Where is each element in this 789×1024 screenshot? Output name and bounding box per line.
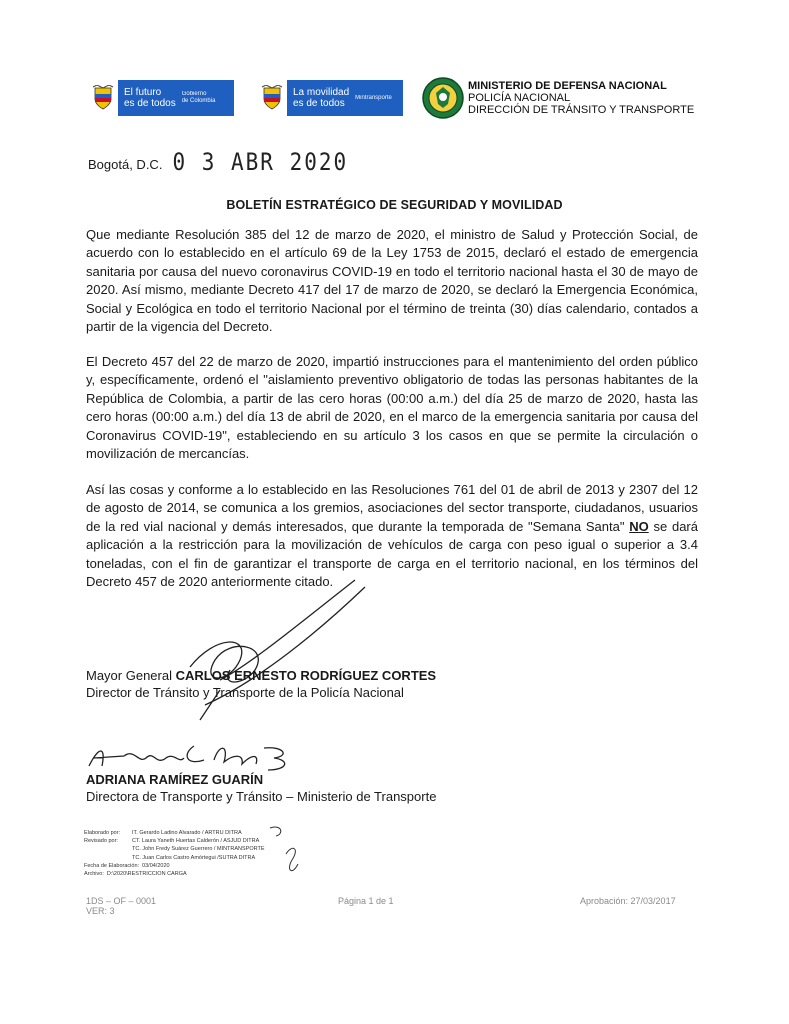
document-title: BOLETÍN ESTRATÉGICO DE SEGURIDAD Y MOVILIDAD: [226, 198, 563, 212]
gobierno-colombia-logo: [88, 80, 234, 116]
footnote-key: Elaborado por:: [84, 830, 121, 836]
signer-1-name: CARLOS ERNESTO RODRÍGUEZ CORTES: [175, 668, 437, 683]
footnote-value: CT. Laura Yaneth Huertas Calderón / ASJUD DITRA: [132, 838, 260, 845]
footnote-row: [84, 845, 265, 853]
elaboration-footnotes: [84, 829, 265, 878]
footnote-key: Archivo:: [84, 871, 104, 878]
footnote-key: [84, 854, 132, 862]
footnote-value: D:\2020\RESTRICCION CARGA: [106, 871, 187, 878]
footnote-row: [84, 854, 265, 862]
signer-2-block: [86, 771, 436, 805]
logo1-subtext: Gobierno de Colombia: [181, 91, 216, 104]
ministry-line2: POLICÍA NACIONAL: [468, 92, 571, 104]
footer-approval: Aprobación: 27/03/2017: [580, 896, 676, 906]
paragraph-2: El Decreto 457 del 22 de marzo de 2020, impartió instrucciones para el mantenimiento del orden público y, específicamente, ordenó el "aislamiento preventivo obligatorio de todas las personas habitantes de la República de Colombia, a partir de las cero horas (00:00 a.m.) del día 25 de marzo de 2020, hasta las cero horas (00:00 a.m.) del día 13 de abril de 2020, en el marco de la emergencia sanitaria por causa del Coronavirus COVID-19", estableciendo en su artículo 3 los casos en que se permite la circulación o movilización de mercancías.: [86, 354, 698, 462]
footnote-row: [84, 837, 265, 845]
footnote-key: [84, 845, 132, 853]
logo1-text: El futuro es de todos: [124, 87, 176, 109]
colombia-shield-icon: [257, 80, 287, 116]
initials-scribble: [262, 820, 312, 880]
policia-nacional-emblem-icon: [422, 77, 464, 119]
signer-1-block: [86, 667, 436, 701]
ministry-line1: MINISTERIO DE DEFENSA NACIONAL: [468, 80, 667, 92]
logo2-text: La movilidad es de todos: [293, 87, 350, 109]
footnote-row: [84, 862, 265, 870]
footnote-row: [84, 829, 265, 837]
paragraph-3-part-a: Así las cosas y conforme a lo establecido en las Resoluciones 761 del 01 de abril de 2013 y 2307 del 12 de agosto de 2014, se comunica a los gremios, asociaciones del sector transporte, ciudadanos, usuarios de la red vial nacional y demás interesados, que durante la temporada de "Semana Santa": [86, 482, 698, 534]
date-stamp: 0 3 ABR 2020: [172, 148, 349, 176]
footnote-key: Revisado por:: [84, 838, 118, 845]
signer-2-name: ADRIANA RAMÍREZ GUARÍN: [86, 772, 264, 787]
footer-version: VER: 3: [86, 906, 115, 916]
footnote-value: 03/04/2020: [142, 862, 170, 869]
logo2-subtext: Mintransporte: [355, 94, 392, 101]
ministry-line3: DIRECCIÓN DE TRÁNSITO Y TRANSPORTE: [468, 104, 695, 116]
footnote-key: Fecha de Elaboración:: [84, 862, 140, 869]
signer-1-rank: Mayor General: [86, 668, 176, 683]
footer-page: Página 1 de 1: [338, 896, 394, 906]
signer-1-role: Director de Tránsito y Transporte de la Policía Nacional: [86, 685, 404, 700]
footnote-value: TC. Juan Carlos Castro Amórtegui /SUTRA DITRA: [132, 854, 256, 861]
place-date: [88, 150, 348, 174]
colombia-shield-icon: [88, 80, 118, 116]
footnote-value: TC. John Fredy Suárez Guerrero / MINTRANSPORTE: [132, 846, 265, 853]
signature-1-scribble: [160, 575, 380, 725]
signer-2-role: Directora de Transporte y Tránsito – Ministerio de Transporte: [86, 789, 437, 804]
footer-code-block: [86, 896, 156, 916]
footnote-row: [84, 870, 265, 878]
ministry-heading: [468, 80, 694, 116]
footer-code: 1DS – OF – 0001: [86, 896, 157, 906]
footnote-value: IT. Gerardo Ladino Alvarado / ARTRU DITRA: [132, 830, 242, 836]
paragraph-1: Que mediante Resolución 385 del 12 de marzo de 2020, el ministro de Salud y Protección Social, de acuerdo con lo establecido en el artículo 69 de la Ley 1753 de 2015, declaró el estado de emergencia sanitaria por causa del nuevo coronavirus COVID-19 en todo el territorio nacional hasta el 30 de mayo de 2020. Así mismo, mediante Decreto 417 del 17 de marzo de 2020, se declaró la Emergencia Económica, Social y Ecológica en todo el territorio Nacional por el término de treinta (30) días calendario, contados a partir de la vigencia del Decreto.: [86, 227, 698, 335]
emphasis-no: NO: [629, 518, 649, 534]
paragraph-3-part-b: se dará aplicación a la restricción para la movilización de vehículos de carga con peso igual o superior a 3.4 toneladas, con el fin de garantizar el transporte de carga en el territorio nacional, en los términos del Decreto 457 de 2020 anteriormente citado.: [86, 518, 698, 590]
place-text: Bogotá, D.C.: [88, 157, 163, 172]
mintransporte-logo: [257, 80, 403, 116]
